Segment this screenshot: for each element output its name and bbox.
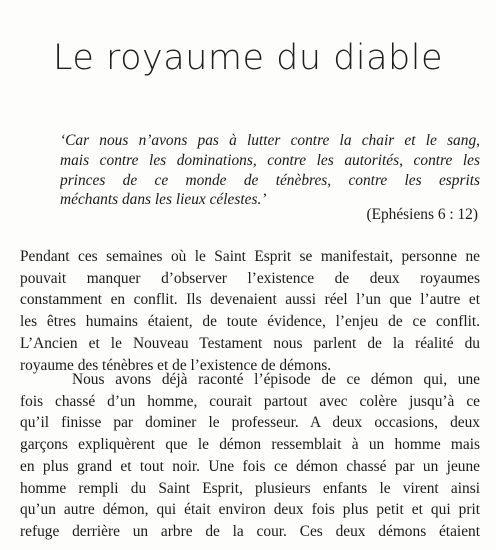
text-line: Pendant ces semaines où le Saint Esprit se manifestait, personne ne — [20, 248, 480, 265]
text-line: constamment en conflit. Ils devenaient aussi réel l’un que l’autre et — [20, 291, 480, 309]
text-line: royaume des ténèbres et de l’existence de démons. — [20, 356, 332, 374]
text-line: Nous avons déjà raconté l’épisode de ce démon qui, une — [72, 371, 480, 388]
paragraph-1 — [20, 246, 480, 376]
paragraph-2 — [20, 369, 480, 543]
text-line: L’Ancien et le Nouveau Testament nous parlent de la réalité du — [20, 334, 480, 352]
text-line: en plus grand et tout noir. Une fois ce démon chassé par un jeune — [20, 457, 480, 475]
epigraph-reference: (Ephésiens 6 : 12) — [366, 206, 478, 223]
text-line: pouvait manquer d’observer l’existence de deux royaumes — [20, 269, 480, 287]
epigraph-line: mais contre les dominations, contre les autorités, contre les — [60, 151, 480, 169]
text-line: homme rempli du Saint Esprit, plusieurs enfants le virent ainsi — [20, 479, 480, 497]
text-line: qu’il finisse par dominer le professeur. A deux occasions, deux — [20, 414, 480, 432]
text-line: garçons expliquèrent que le démon ressemblait à un homme mais — [20, 436, 480, 454]
text-line: les êtres humains étaient, de toute évidence, l’enjeu de ce conflit. — [20, 313, 480, 331]
chapter-title: Le royaume du diable — [52, 38, 444, 78]
epigraph-line: méchants dans les lieux célestes.’ — [60, 191, 267, 209]
epigraph-line: princes de ce monde de ténèbres, contre les esprits — [60, 171, 480, 189]
epigraph-line: ‘Car nous n’avons pas à lutter contre la chair et le sang, — [60, 132, 480, 149]
text-line: fois chassé d’un homme, courait partout avec colère jusqu’à ce — [20, 392, 480, 410]
text-line: qu’un autre démon, qui était environ deux fois plus petit et qui prit — [20, 501, 480, 519]
text-line: refuge derrière un arbre de la cour. Ces deux démons étaient — [20, 522, 480, 540]
epigraph-quote — [60, 131, 480, 210]
